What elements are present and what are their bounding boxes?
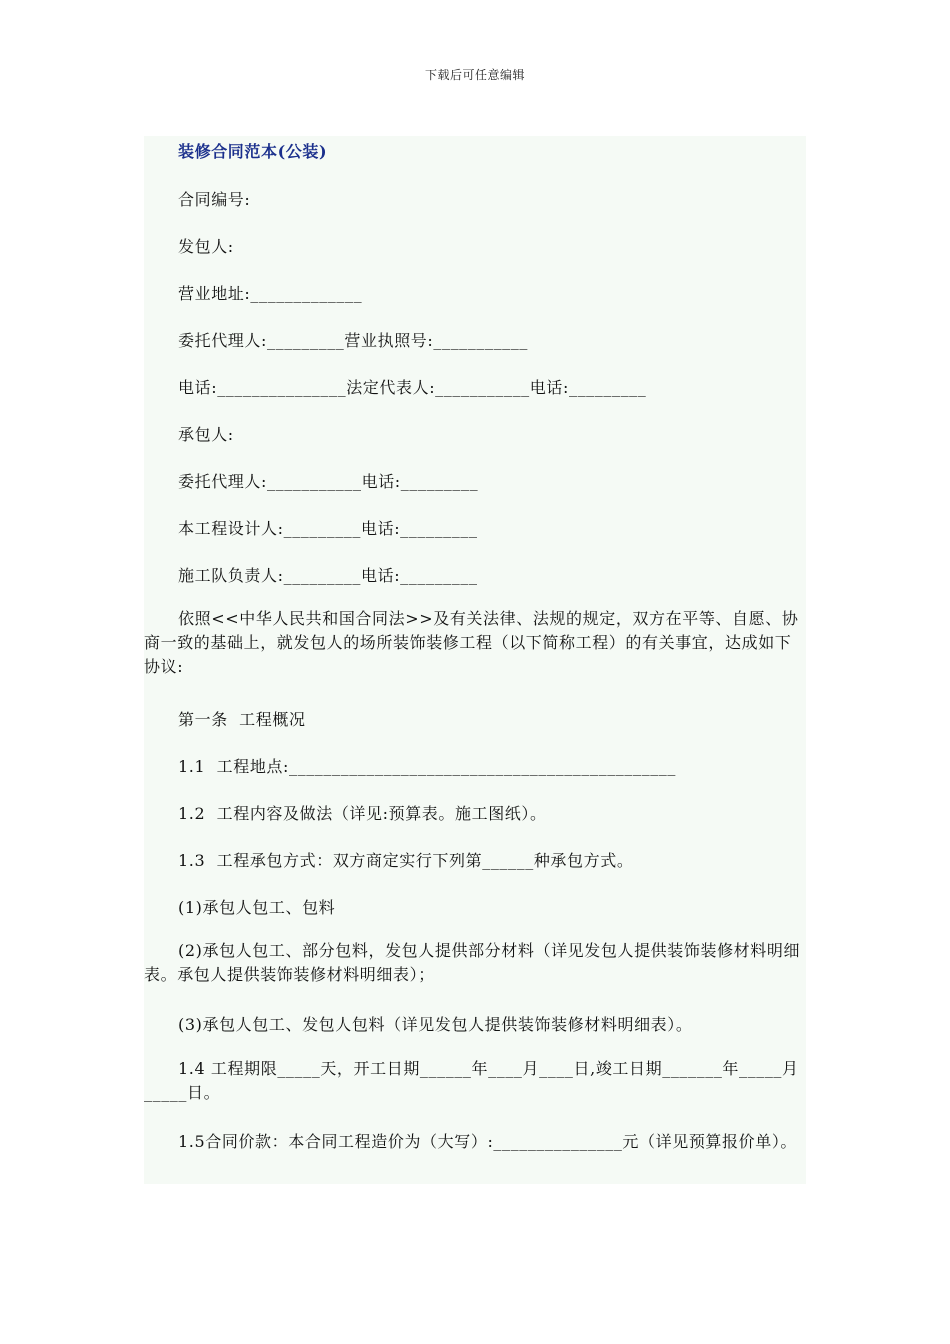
clause-1-3: 1.3 工程承包方式：双方商定实行下列第______种承包方式。 [178,851,634,870]
contract-number-line: 合同编号: [178,190,251,209]
contractor-line: 承包人: [178,425,234,444]
contract-document [144,136,806,1184]
agent-license-line: 委托代理人:_________营业执照号:___________ [178,331,528,350]
clause-1-4: 1.4 工程期限_____天，开工日期______年____月____日,竣工日期_______年_____月_____日。 [144,1059,799,1102]
clause-1-1: 1.1 工程地点:_____________________________________________ [178,757,677,776]
designer-line: 本工程设计人:_________电话:_________ [178,519,478,538]
phone-legal-rep-line: 电话:_______________法定代表人:___________电话:_________ [178,378,647,397]
article-1-title: 第一条 工程概况 [178,710,306,729]
page-header-note: 下载后可任意编辑 [424,68,525,82]
option-3: (3)承包人包工、发包人包料（详见发包人提供装饰装修材料明细表）。 [178,1015,693,1034]
team-leader-line: 施工队负责人:_________电话:_________ [178,566,478,585]
option-2: (2)承包人包工、部分包料，发包人提供部分材料（详见发包人提供装饰装修材料明细表。承包人提供装饰装修材料明细表）； [144,941,801,984]
intro-paragraph: 依照<<中华人民共和国合同法>>及有关法律、法规的规定，双方在平等、自愿、协商一致的基础上，就发包人的场所装饰装修工程（以下简称工程）的有关事宜，达成如下协议: [144,609,799,676]
contractor-agent-line: 委托代理人:___________电话:_________ [178,472,479,491]
business-address-line: 营业地址:_____________ [178,284,363,303]
clause-1-5: 1.5合同价款：本合同工程造价为（大写）:_______________元（详见预算报价单）。 [178,1132,798,1151]
employer-line: 发包人: [178,237,234,256]
clause-1-2: 1.2 工程内容及做法（详见:预算表。施工图纸）。 [178,804,547,823]
option-1: (1)承包人包工、包料 [178,898,336,917]
document-title: 装修合同范本(公装) [178,142,328,161]
